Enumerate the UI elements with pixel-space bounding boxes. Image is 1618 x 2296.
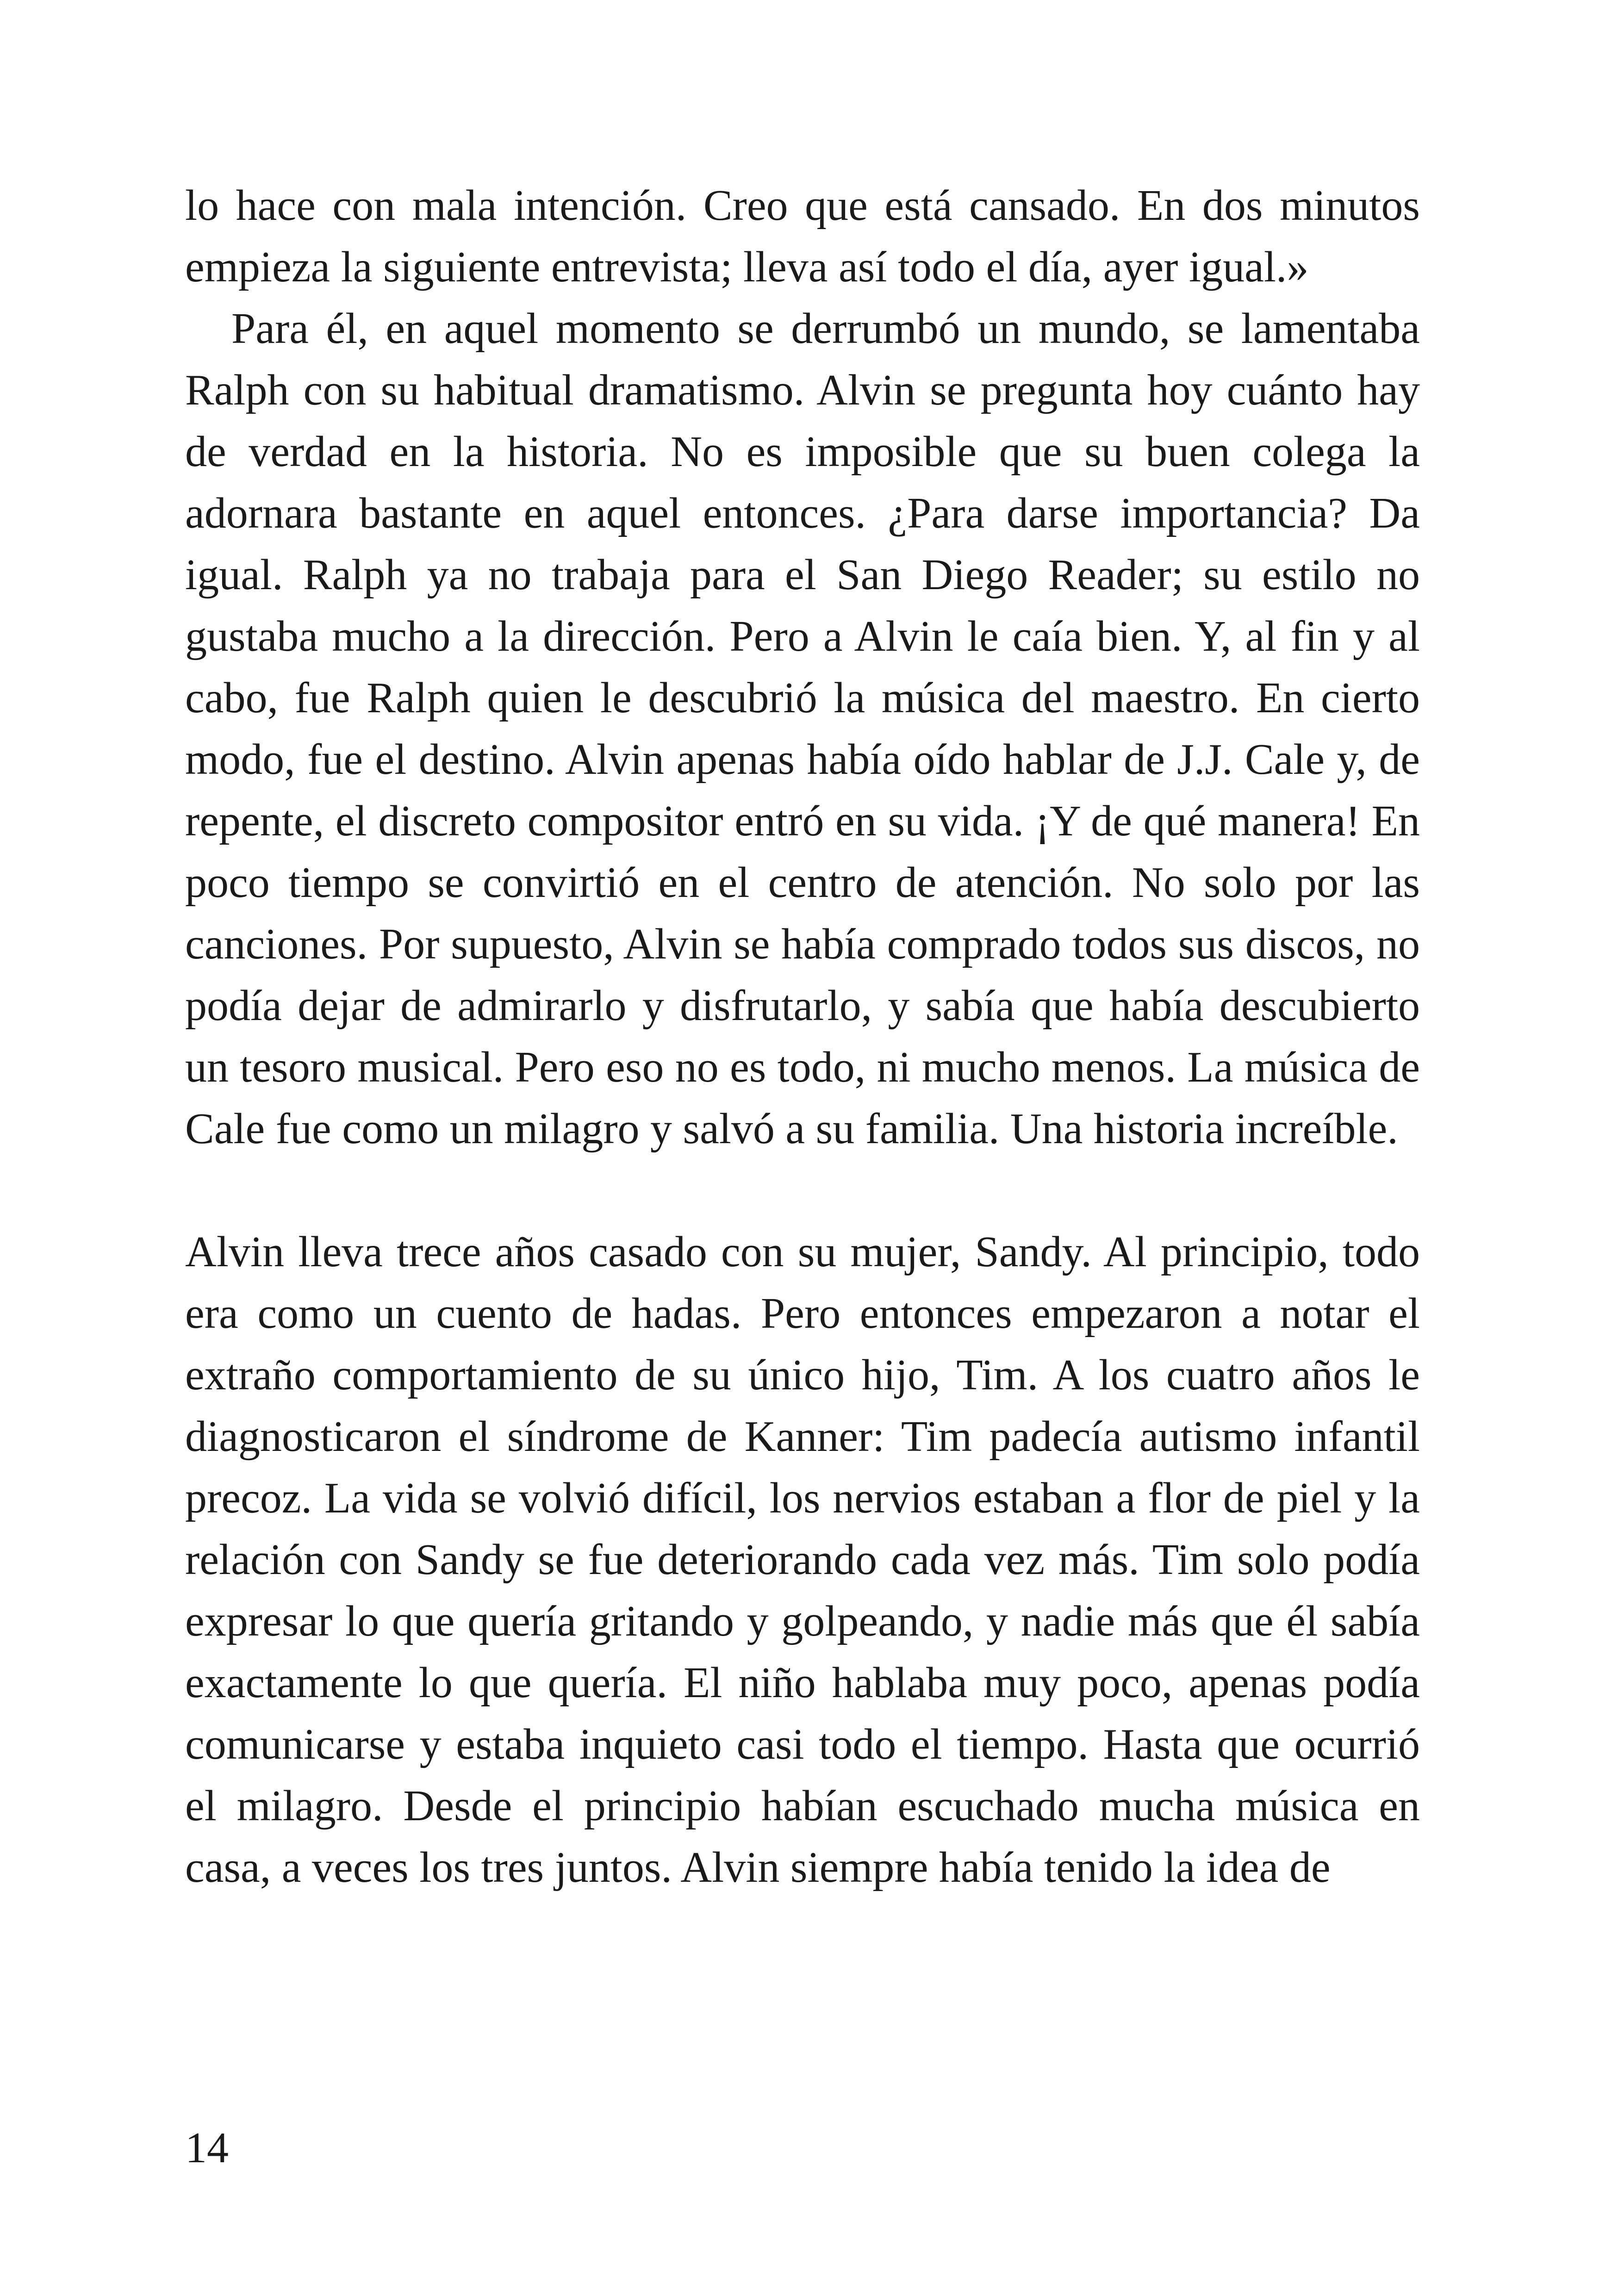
page-number: 14: [185, 2124, 229, 2172]
paragraph-ralph-story: Para él, en aquel momento se derrumbó un mundo, se lamentaba Ralph con su habitual dramatismo. Alvin se pregunta hoy cuánto hay de verdad en la historia. No es imposible que su buen colega la adornara bastante en aquel entonces. ¿Para darse importancia? Da igual. Ralph ya no trabaja para el San Diego Reader; su estilo no gustaba mucho a la dirección. Pero a Alvin le caía bien. Y, al fin y al cabo, fue Ralph quien le descubrió la música del maestro. En cierto modo, fue el destino. Alvin apenas había oído hablar de J.J. Cale y, de repente, el discreto compositor entró en su vida. ¡Y de qué manera! En poco tiempo se convirtió en el centro de atención. No solo por las canciones. Por supuesto, Alvin se había comprado todos sus discos, no podía dejar de admirarlo y disfrutarlo, y sabía que había descubierto un tesoro musical. Pero eso no es todo, ni mucho menos. La música de Cale fue como un milagro y salvó a su familia. Una historia increíble.: [185, 305, 1420, 1153]
body-text: [185, 175, 1420, 1898]
paragraph-alvin-family: Alvin lleva trece años casado con su mujer, Sandy. Al principio, todo era como un cuento de hadas. Pero entonces empezaron a notar el extraño comportamiento de su único hijo, Tim. A los cuatro años le diagnosticaron el síndrome de Kanner: Tim padecía autismo infantil precoz. La vida se volvió difícil, los nervios estaban a flor de piel y la relación con Sandy se fue deteriorando cada vez más. Tim solo podía expresar lo que quería gritando y golpeando, y nadie más que él sabía exactamente lo que quería. El niño hablaba muy poco, apenas podía comunicarse y estaba inquieto casi todo el tiempo. Hasta que ocurrió el milagro. Desde el principio habían escuchado mucha música en casa, a veces los tres juntos. Alvin siempre había tenido la idea de: [185, 1228, 1420, 1892]
paragraph-continuation: lo hace con mala intención. Creo que está cansado. En dos minutos empieza la siguiente entrevista; lleva así todo el día, ayer igual.»: [185, 181, 1420, 291]
